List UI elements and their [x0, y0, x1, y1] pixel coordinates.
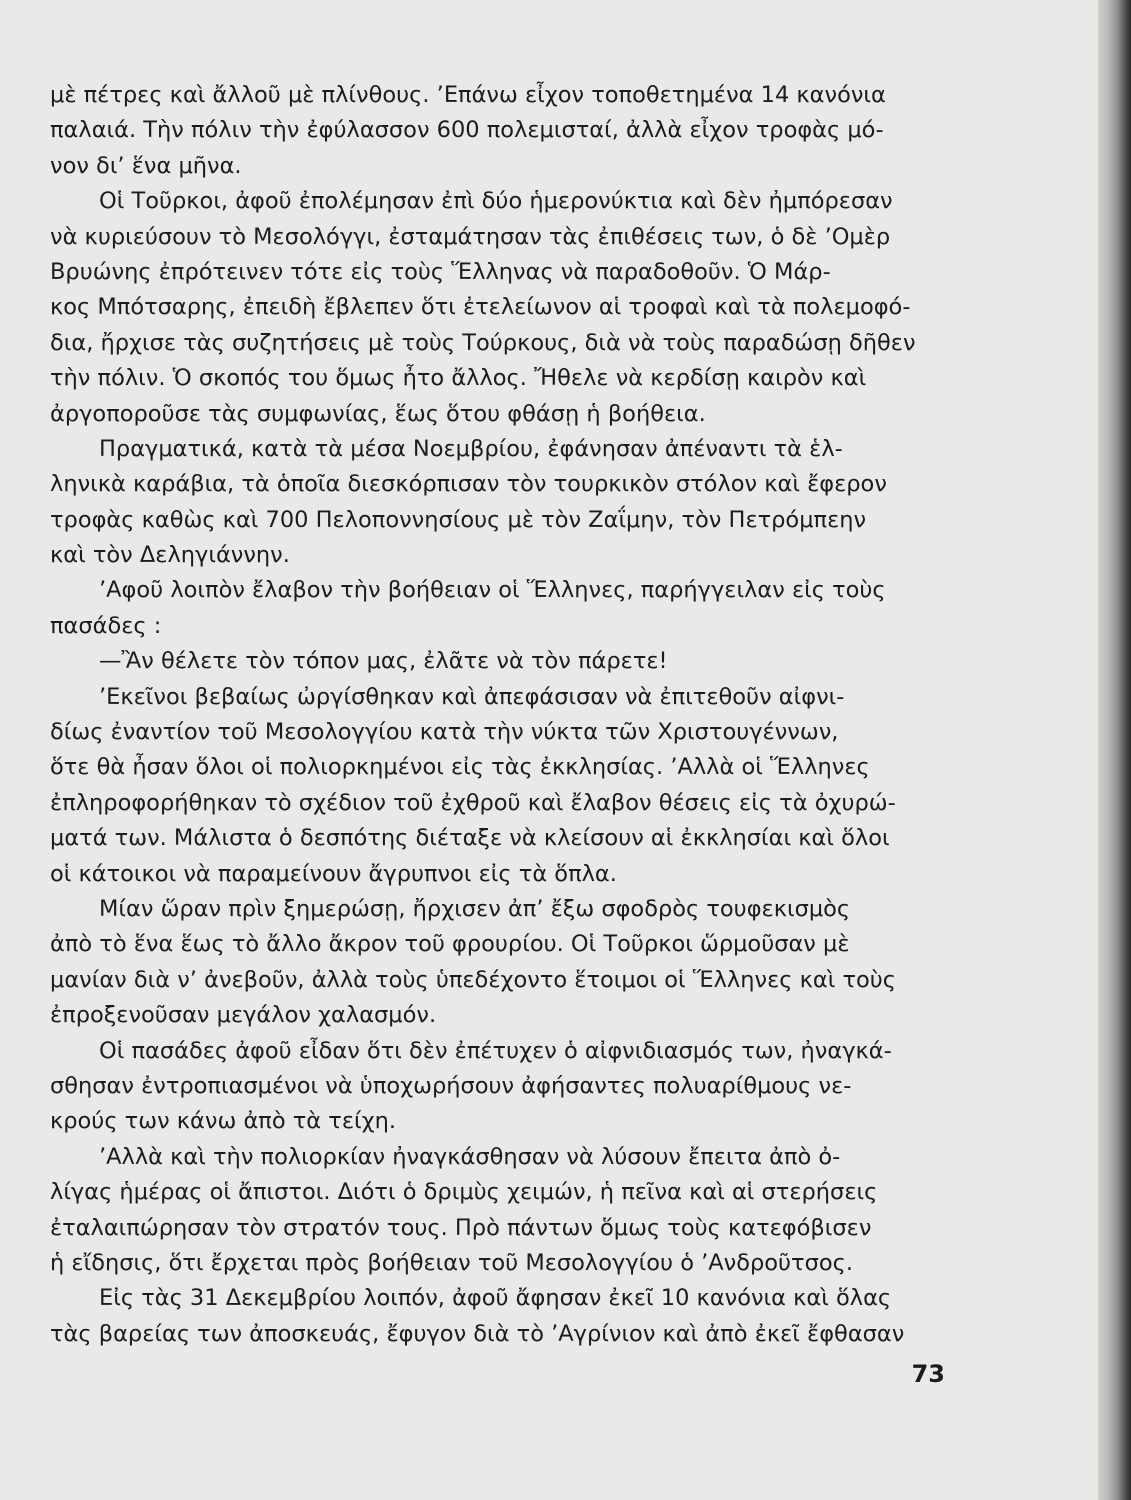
text-line: κρούς των κάνω ἀπὸ τὰ τείχη. [50, 1108, 397, 1135]
text-line: Μίαν ὥραν πρὶν ξημερώσῃ, ἤρχισεν ἀπ’ ἔξω σφοδρὸς τουφεκισμὸς [99, 895, 851, 922]
text-line: Εἰς τὰς 31 Δεκεμβρίου λοιπόν, ἀφοῦ ἄφησαν ἐκεῖ 10 κανόνια καὶ ὅλας [99, 1285, 892, 1312]
text-line: τὴν πόλιν. Ὁ σκοπός του ὅμως ἦτο ἄλλος. Ἤθελε νὰ κερδίσῃ καιρὸν καὶ [50, 365, 867, 392]
text-line: μανίαν διὰ ν’ ἀνεβοῦν, ἀλλὰ τοὺς ὑπεδέχοντο ἕτοιμοι οἱ Ἕλληνες καὶ τοὺς [50, 966, 896, 993]
text-line: οἱ κάτοικοι νὰ παραμείνουν ἄγρυπνοι εἰς τὰ ὅπλα. [50, 860, 617, 887]
text-line: λίγας ἡμέρας οἱ ἄπιστοι. Διότι ὁ δριμὺς χειμών, ἡ πεῖνα καὶ αἱ στερήσεις [50, 1179, 878, 1206]
text-line: Βρυώνης ἐπρότεινεν τότε εἰς τοὺς Ἕλληνας νὰ παραδοθοῦν. Ὁ Μάρ- [50, 258, 831, 285]
text-line: τὰς βαρείας των ἀποσκευάς, ἔφυγον διὰ τὸ ’Αγρίνιον καὶ ἀπὸ ἐκεῖ ἔφθασαν [50, 1320, 905, 1347]
text-line: κος Μπότσαρης, ἐπειδὴ ἔβλεπεν ὅτι ἐτελείωνον αἱ τροφαὶ καὶ τὰ πολεμοφό- [50, 294, 911, 321]
text-line: καὶ τὸν Δεληγιάννην. [50, 542, 290, 569]
text-line: ἐπληροφορήθηκαν τὸ σχέδιον τοῦ ἐχθροῦ καὶ ἔλαβον θέσεις εἰς τὰ ὀχυρώ- [50, 789, 896, 816]
text-line: νον δι’ ἕνα μῆνα. [50, 152, 242, 179]
text-line: νὰ κυριεύσουν τὸ Μεσολόγγι, ἐσταμάτησαν τὰς ἐπιθέσεις των, ὁ δὲ ’Ομὲρ [50, 223, 891, 250]
text-line: Οἱ Τοῦρκοι, ἀφοῦ ἐπολέμησαν ἐπὶ δύο ἡμερονύκτια καὶ δὲν ἠμπόρεσαν [99, 188, 893, 215]
text-line: τροφὰς καθὼς καὶ 700 Πελοποννησίους μὲ τὸν Ζαΐμην, τὸν Πετρόμπεην [50, 506, 867, 533]
text-line: παλαιά. Τὴν πόλιν τὴν ἐφύλασσον 600 πολεμισταί, ἀλλὰ εἶχον τροφὰς μό- [50, 117, 884, 144]
body-text [50, 78, 946, 1352]
text-line: ληνικὰ καράβια, τὰ ὁποῖα διεσκόρπισαν τὸν τουρκικὸν στόλον καὶ ἔφερον [50, 471, 887, 498]
text-line: μὲ πέτρες καὶ ἄλλοῦ μὲ πλίνθους. ’Επάνω εἶχον τοποθετημένα 14 κανόνια [50, 82, 886, 108]
text-line: ἐταλαιπώρησαν τὸν στρατόν τους. Πρὸ πάντων ὅμως τοὺς κατεφόβισεν [50, 1214, 872, 1241]
text-line: δια, ἤρχισε τὰς συζητήσεις μὲ τοὺς Τούρκους, διὰ νὰ τοὺς παραδώσῃ δῆθεν [50, 329, 916, 356]
text-line: ὅτε θὰ ἦσαν ὅλοι οἱ πολιορκημένοι εἰς τὰς ἐκκλησίας. ’Αλλὰ οἱ Ἕλληνες [50, 754, 870, 781]
page-edge-shadow [1098, 0, 1131, 1500]
page-number: 73 [911, 1360, 945, 1388]
text-line: ἐπροξενοῦσαν μεγάλον χαλασμόν. [50, 1002, 437, 1029]
text-line: δίως ἐναντίον τοῦ Μεσολογγίου κατὰ τὴν νύκτα τῶν Χριστουγέννων, [50, 719, 839, 746]
text-line: ’Εκεῖνοι βεβαίως ὠργίσθηκαν καὶ ἀπεφάσισαν νὰ ἐπιτεθοῦν αἰφνι- [99, 683, 845, 710]
text-line: ἀπὸ τὸ ἕνα ἕως τὸ ἄλλο ἄκρον τοῦ φρουρίου. Οἱ Τοῦρκοι ὥρμοῦσαν μὲ [50, 931, 850, 958]
text-line: Οἱ πασάδες ἀφοῦ εἶδαν ὅτι δὲν ἐπέτυχεν ὁ αἰφνιδιασμός των, ἠναγκά- [99, 1037, 892, 1064]
text-line: ἀργοποροῦσε τὰς συμφωνίας, ἕως ὅτου φθάσῃ ἡ βοήθεια. [50, 400, 706, 427]
text-line: ’Αφοῦ λοιπὸν ἔλαβον τὴν βοήθειαν οἱ Ἕλληνες, παρήγγειλαν εἰς τοὺς [99, 577, 886, 604]
text-line: —Ἂν θέλετε τὸν τόπον μας, ἐλᾶτε νὰ τὸν πάρετε! [99, 648, 668, 675]
text-line: ἡ εἴδησις, ὅτι ἔρχεται πρὸς βοήθειαν τοῦ Μεσολογγίου ὁ ’Ανδροῦτσος. [50, 1249, 853, 1276]
text-line: Πραγματικά, κατὰ τὰ μέσα Νοεμβρίου, ἐφάνησαν ἀπέναντι τὰ ἑλ- [99, 435, 843, 462]
text-line: σθησαν ἐντροπιασμένοι νὰ ὑποχωρήσουν ἀφήσαντες πολυαρίθμους νε- [50, 1072, 852, 1099]
text-line: ’Αλλὰ καὶ τὴν πολιορκίαν ἠναγκάσθησαν νὰ λύσουν ἔπειτα ἀπὸ ὀ- [99, 1143, 841, 1170]
text-line: ματά των. Μάλιστα ὁ δεσπότης διέταξε νὰ κλείσουν αἱ ἐκκλησίαι καὶ ὅλοι [50, 825, 890, 852]
text-line: πασάδες : [50, 612, 162, 639]
